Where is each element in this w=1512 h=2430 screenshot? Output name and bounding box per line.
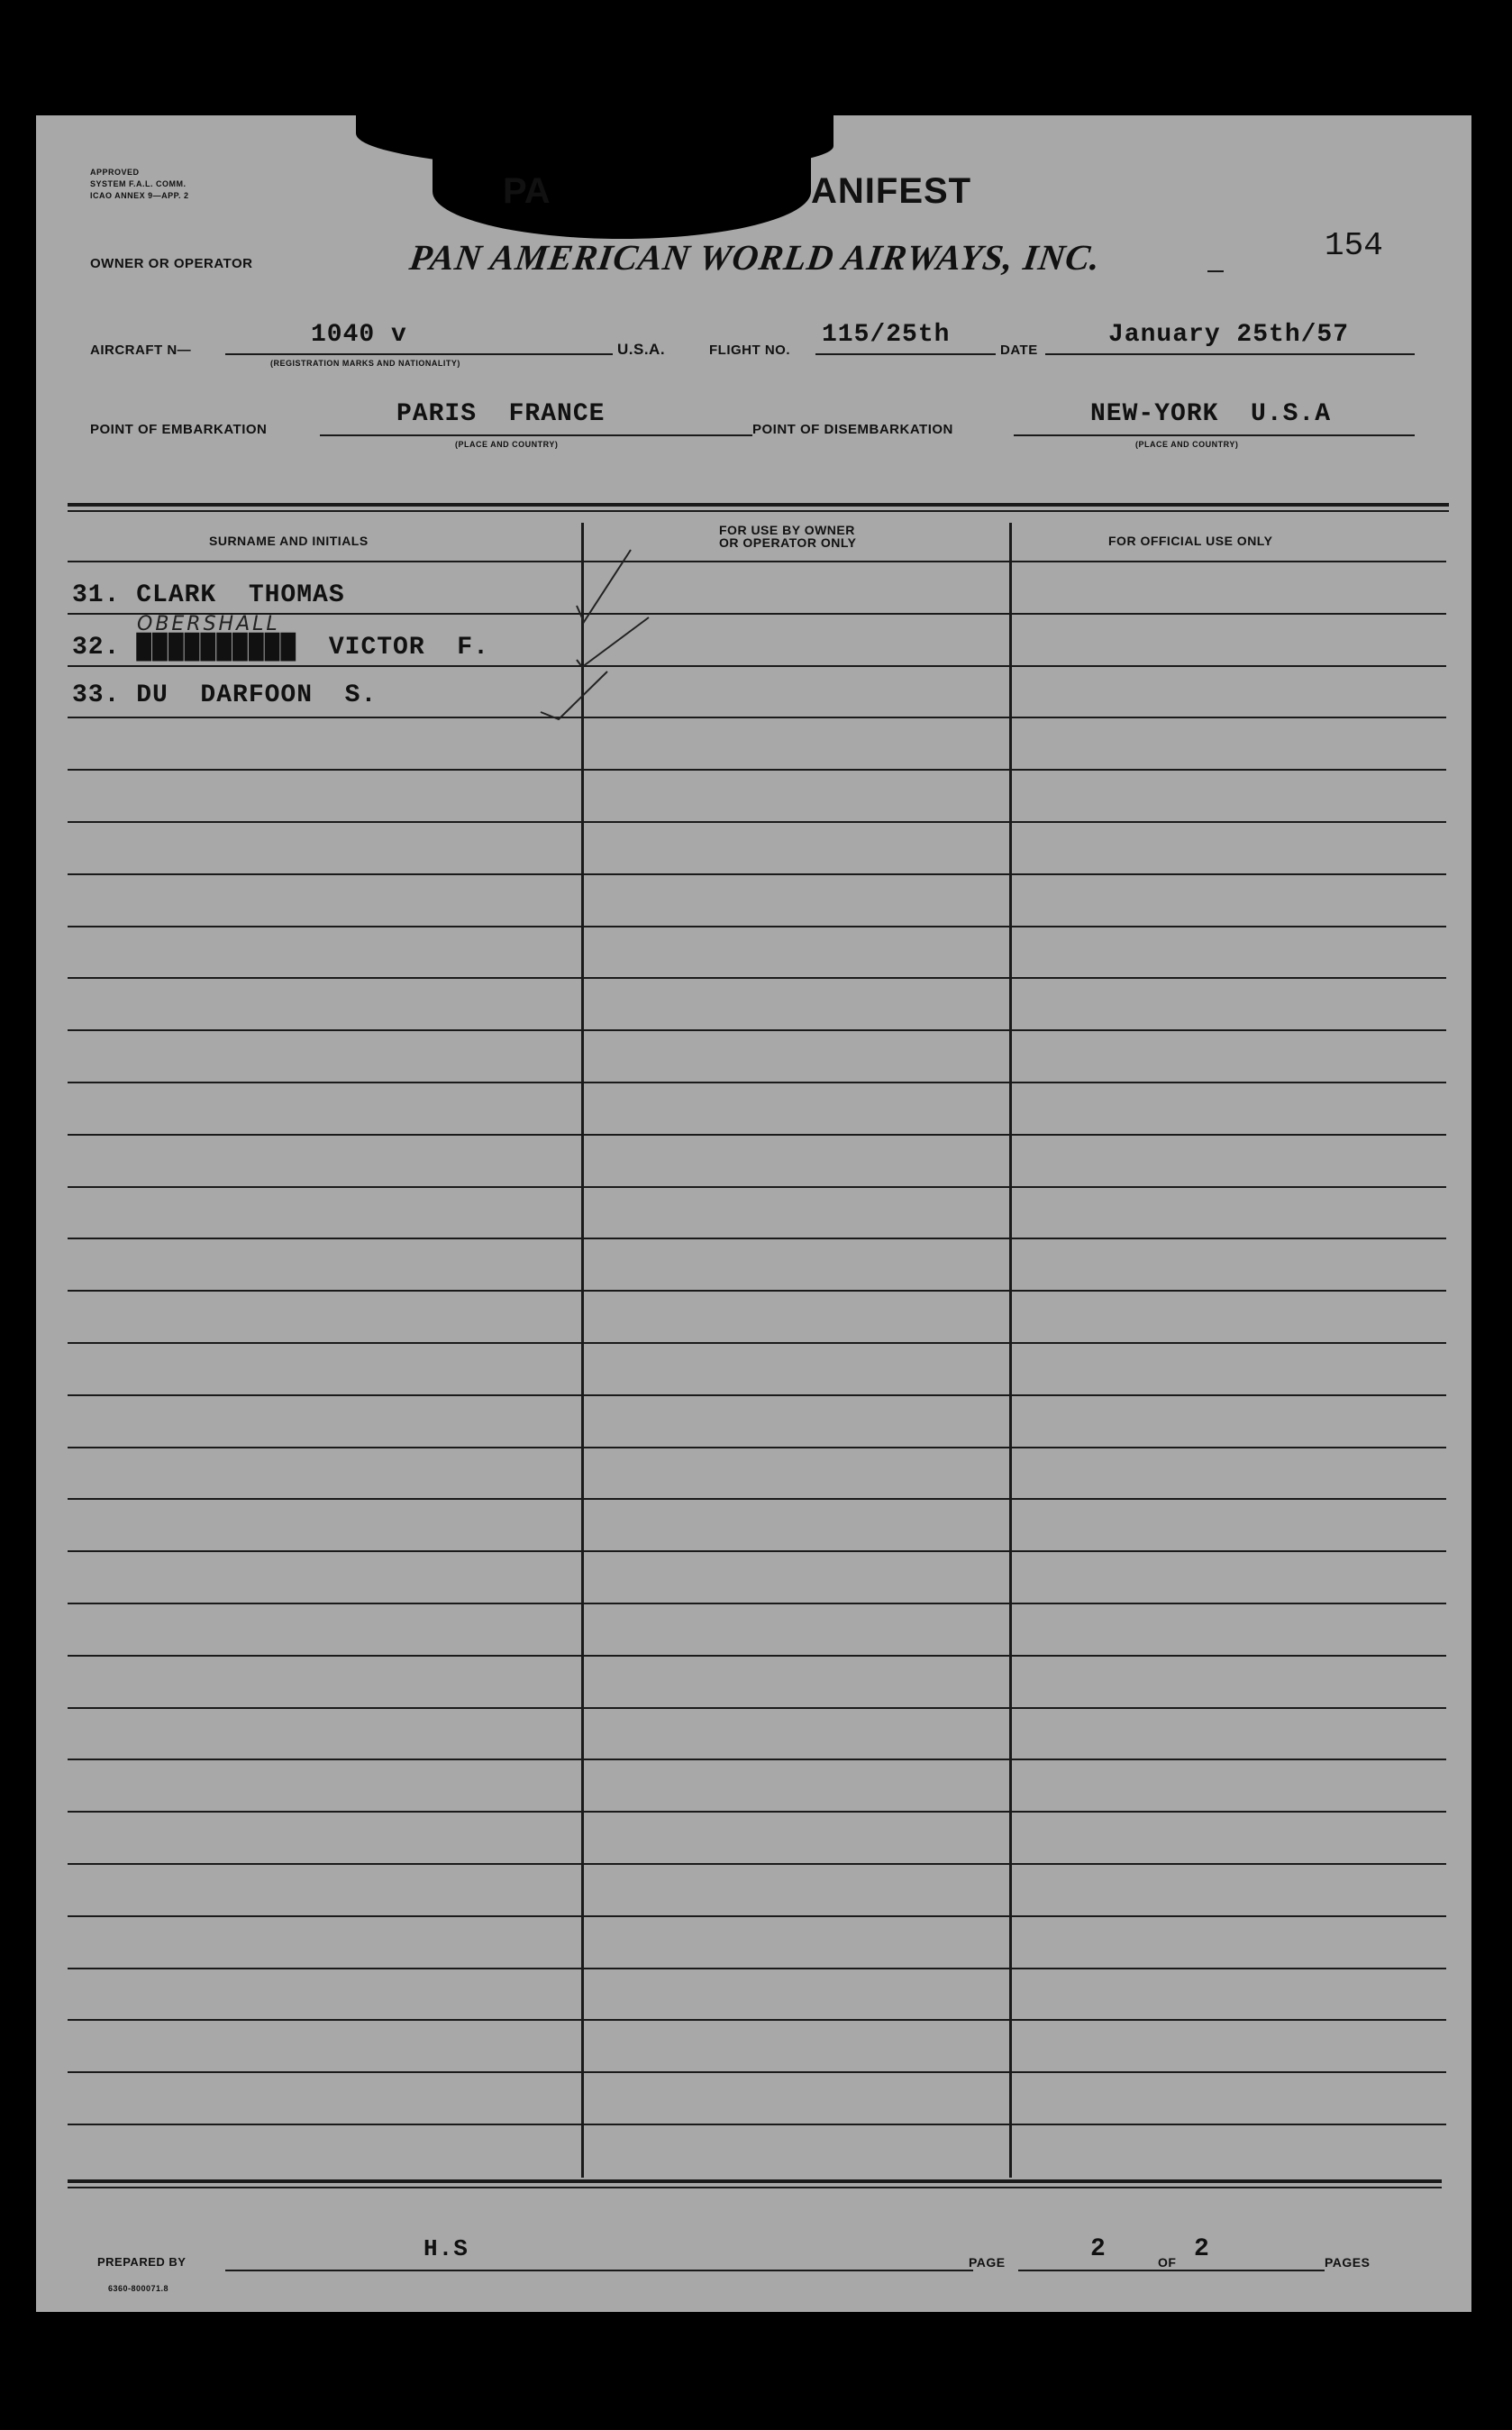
official-column-header: FOR OFFICIAL USE ONLY (1108, 534, 1273, 548)
embark-caption: (PLACE AND COUNTRY) (455, 440, 559, 449)
table-rule-line (68, 1707, 1446, 1709)
approval-line: SYSTEM F.A.L. COMM. (90, 179, 187, 188)
table-rule-line (68, 1550, 1446, 1552)
registration-caption: (REGISTRATION MARKS AND NATIONALITY) (270, 359, 460, 368)
approval-line: ICAO ANNEX 9—APP. 2 (90, 191, 189, 200)
table-rule-line (68, 1342, 1446, 1344)
form-title-left: PA (503, 171, 551, 211)
owner-underline (1207, 270, 1224, 272)
prepared-by-label: PREPARED BY (97, 2255, 187, 2269)
prepared-by-value: H.S (424, 2235, 469, 2262)
aircraft-label: AIRCRAFT N— (90, 343, 192, 358)
table-rule-line (68, 1029, 1446, 1031)
table-rule-line (68, 1082, 1446, 1083)
form-code: 6360-800071.8 (108, 2284, 169, 2293)
table-bottom-rule (68, 2187, 1442, 2188)
disembark-value: NEW-YORK U.S.A (1090, 400, 1332, 428)
table-rule-line (68, 1134, 1446, 1136)
disembark-caption: (PLACE AND COUNTRY) (1135, 440, 1239, 449)
page-underline (1018, 2270, 1325, 2271)
of-value: 2 (1194, 2235, 1210, 2263)
table-rule-line (68, 665, 1446, 667)
embark-underline (320, 434, 752, 436)
flight-underline (815, 353, 996, 355)
page-value: 2 (1090, 2235, 1107, 2263)
table-rule-line (68, 2071, 1446, 2073)
check-mark-icon (541, 671, 607, 719)
table-top-rule (68, 510, 1449, 512)
table-rule-line (68, 1968, 1446, 1969)
passenger-row: 33. DU DARFOON S. (72, 681, 378, 709)
table-rule-line (68, 1290, 1446, 1292)
flight-value: 115/25th (822, 321, 951, 349)
table-rule-line (68, 1603, 1446, 1604)
table-rule-line (68, 1186, 1446, 1188)
aircraft-underline (225, 353, 613, 355)
table-rule-line (68, 1863, 1446, 1865)
pages-label: PAGES (1325, 2255, 1371, 2270)
date-label: DATE (1000, 343, 1038, 358)
flight-label: FLIGHT NO. (709, 343, 790, 358)
table-rule-line (68, 1394, 1446, 1396)
aircraft-value: 1040 v (311, 321, 407, 349)
owner-value: PAN AMERICAN WORLD AIRWAYS, INC. (406, 237, 1104, 278)
page-stamp: 154 (1325, 227, 1383, 264)
embark-value: PARIS FRANCE (396, 400, 606, 428)
check-mark-icon (577, 550, 631, 622)
table-rule-line (68, 561, 1446, 562)
check-mark-icon (577, 617, 649, 667)
passenger-row: 31. CLARK THOMAS (72, 581, 345, 609)
table-rule-line (68, 1498, 1446, 1500)
table-rule-line (68, 769, 1446, 771)
table-rule-line (68, 1655, 1446, 1657)
form-title-right: ANIFEST (811, 171, 972, 211)
disembark-label: POINT OF DISEMBARKATION (752, 422, 953, 437)
date-value: January 25th/57 (1108, 321, 1350, 349)
table-rule-line (68, 2124, 1446, 2125)
disembark-underline (1014, 434, 1415, 436)
column-divider (1009, 523, 1012, 2178)
usa-label: U.S.A. (617, 341, 666, 358)
table-rule-line (68, 1811, 1446, 1813)
manifest-sheet (36, 115, 1471, 2312)
owner-column-header: FOR USE BY OWNER (719, 523, 855, 537)
page-label: PAGE (969, 2255, 1006, 2270)
table-rule-line (68, 873, 1446, 875)
table-rule-line (68, 717, 1446, 718)
passenger-row: 32. ██████████ VICTOR F. (72, 634, 489, 662)
table-rule-line (68, 977, 1446, 979)
torn-edge (433, 144, 811, 239)
table-rule-line (68, 2019, 1446, 2021)
owner-column-header: OR OPERATOR ONLY (719, 535, 857, 550)
table-rule-line (68, 1447, 1446, 1448)
surname-column-header: SURNAME AND INITIALS (209, 534, 369, 548)
table-rule-line (68, 821, 1446, 823)
table-rule-line (68, 926, 1446, 927)
prepared-underline (225, 2270, 973, 2271)
table-rule-line (68, 1238, 1446, 1239)
owner-label: OWNER OR OPERATOR (90, 256, 253, 271)
check-marks (532, 541, 667, 739)
date-underline (1045, 353, 1415, 355)
table-rule-line (68, 1759, 1446, 1760)
handwritten-correction: OBERSHALL (137, 613, 280, 635)
table-top-rule (68, 503, 1449, 507)
of-label: OF (1158, 2255, 1177, 2270)
embark-label: POINT OF EMBARKATION (90, 422, 268, 437)
table-bottom-rule (68, 2179, 1442, 2183)
approval-line: APPROVED (90, 168, 140, 177)
table-rule-line (68, 1915, 1446, 1917)
column-divider (581, 523, 584, 2178)
